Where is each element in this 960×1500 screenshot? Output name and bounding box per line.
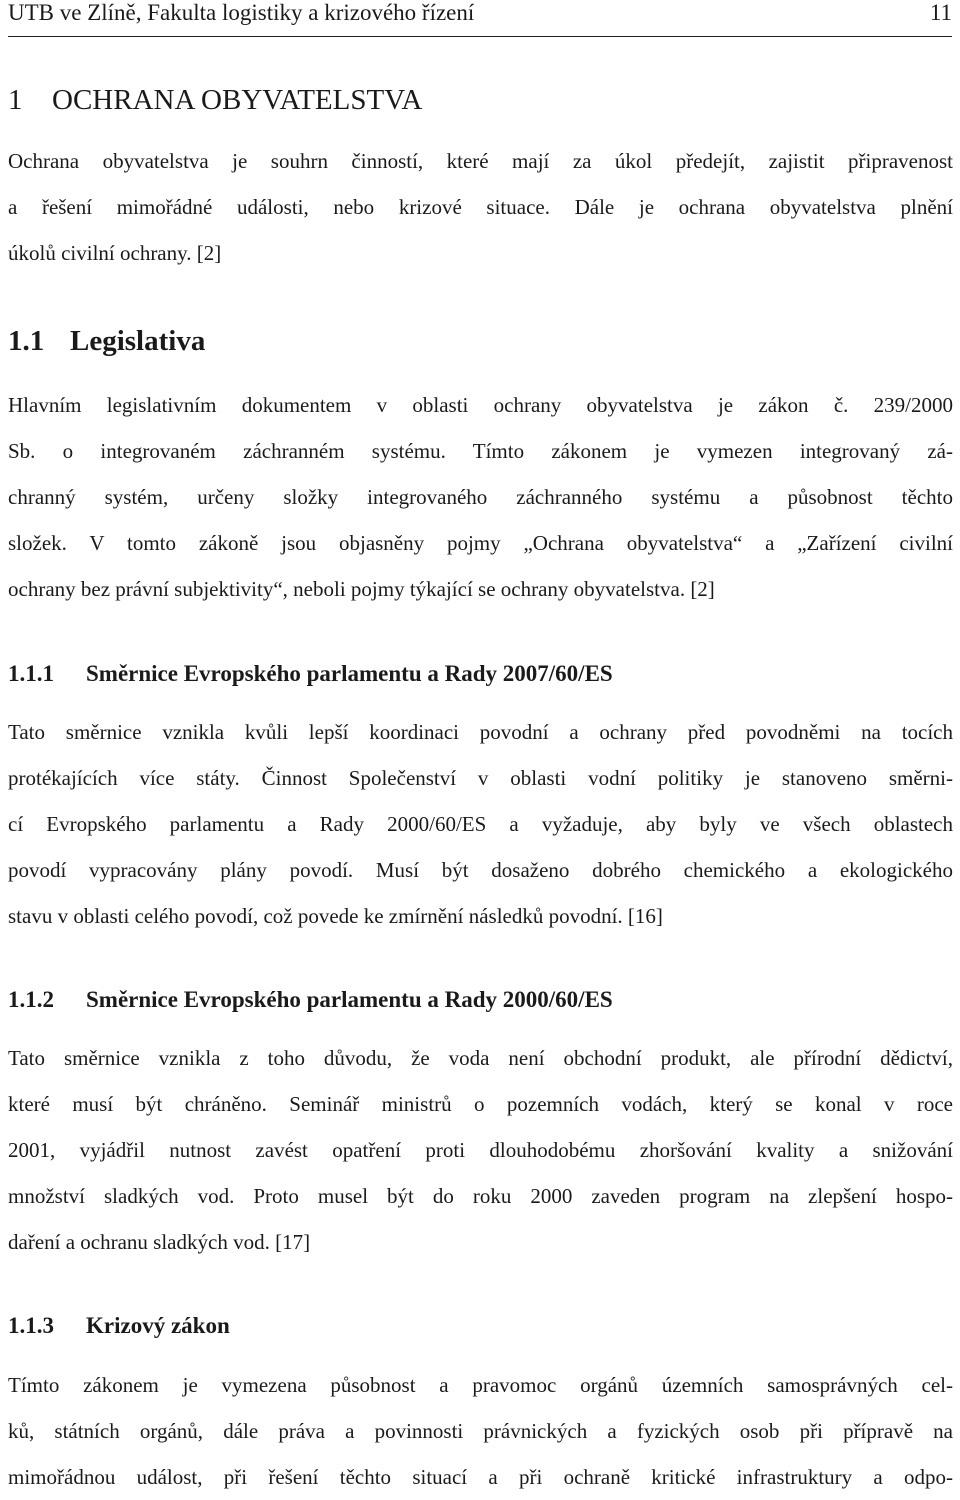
section-number: 1.1.1 xyxy=(8,661,54,686)
text-line: Sb. o integrovaném záchranném systému. Tímto zákonem je vymezen integrovaný zá- xyxy=(8,439,953,463)
section-title: Směrnice Evropského parlamentu a Rady 2000/60/ES xyxy=(86,987,613,1012)
section-heading-1-1-2 xyxy=(8,985,613,1015)
text-line: 2001, vyjádřil nutnost zavést opatření proti dlouhodobému zhoršování kvality a snižování xyxy=(8,1138,953,1162)
text-line: množství sladkých vod. Proto musel být do roku 2000 zaveden program na zlepšení hospo- xyxy=(8,1184,953,1208)
text-line: Tato směrnice vznikla z toho důvodu, že voda není obchodní produkt, ale přírodní dědictví, xyxy=(8,1046,953,1070)
chapter-title: OCHRANA OBYVATELSTVA xyxy=(52,84,423,116)
section-1-1-paragraph xyxy=(8,382,953,612)
chapter-number: 1 xyxy=(8,84,23,116)
text-line: povodí vypracovány plány povodí. Musí být dosaženo dobrého chemického a ekologického xyxy=(8,858,953,882)
text-line: protékajících více státy. Činnost Společenství v oblasti vodní politiky je stanoveno směrni- xyxy=(8,766,953,790)
text-line: které musí být chráněno. Seminář ministrů o pozemních vodách, který se konal v roce xyxy=(8,1092,953,1116)
text-line: chranný systém, určeny složky integrovaného záchranného systému a působnost těchto xyxy=(8,485,953,509)
section-number: 1.1 xyxy=(8,325,45,357)
section-1-1-3-paragraph xyxy=(8,1362,953,1500)
section-heading-1-1-1 xyxy=(8,659,613,689)
section-title: Směrnice Evropského parlamentu a Rady 2007/60/ES xyxy=(86,661,613,686)
text-line: cí Evropského parlamentu a Rady 2000/60/ES a vyžaduje, aby byly ve všech oblastech xyxy=(8,812,953,836)
text-line: Tato směrnice vznikla kvůli lepší koordinaci povodní a ochrany před povodněmi na tocích xyxy=(8,720,953,744)
text-line: ků, státních orgánů, dále práva a povinnosti právnických a fyzických osob při přípravě na xyxy=(8,1419,953,1443)
section-title: Krizový zákon xyxy=(86,1313,230,1338)
text-line: Tímto zákonem je vymezena působnost a pravomoc orgánů územních samosprávných cel- xyxy=(8,1373,953,1397)
chapter-paragraph xyxy=(8,138,953,276)
text-line: mimořádnou událost, při řešení těchto situací a při ochraně kritické infrastruktury a odpo- xyxy=(8,1465,953,1489)
running-header xyxy=(8,0,952,37)
text-line: složek. V tomto zákoně jsou objasněny pojmy „Ochrana obyvatelstva“ a „Zařízení civilní xyxy=(8,531,953,555)
text-line: Hlavním legislativním dokumentem v oblasti ochrany obyvatelstva je zákon č. 239/2000 xyxy=(8,393,953,417)
page-number: 11 xyxy=(929,0,952,25)
chapter-heading xyxy=(8,84,422,116)
section-title: Legislativa xyxy=(70,325,206,357)
section-heading-1-1 xyxy=(8,324,205,358)
section-1-1-1-paragraph xyxy=(8,709,953,939)
text-line: úkolů civilní ochrany. [2] xyxy=(8,241,222,265)
text-line: stavu v oblasti celého povodí, což povede ke zmírnění následků povodní. [16] xyxy=(8,904,663,928)
text-line: a řešení mimořádné události, nebo krizové situace. Dále je ochrana obyvatelstva plnění xyxy=(8,195,953,219)
section-number: 1.1.2 xyxy=(8,987,54,1012)
text-line: ochrany bez právní subjektivity“, neboli pojmy týkající se ochrany obyvatelstva. [2] xyxy=(8,577,715,601)
text-line: daření a ochranu sladkých vod. [17] xyxy=(8,1230,311,1254)
header-institution: UTB ve Zlíně, Fakulta logistiky a krizového řízení xyxy=(8,0,475,25)
section-heading-1-1-3 xyxy=(8,1311,230,1341)
section-number: 1.1.3 xyxy=(8,1313,54,1338)
section-1-1-2-paragraph xyxy=(8,1035,953,1265)
text-line: Ochrana obyvatelstva je souhrn činností, které mají za úkol předejít, zajistit připravenost xyxy=(8,149,953,173)
